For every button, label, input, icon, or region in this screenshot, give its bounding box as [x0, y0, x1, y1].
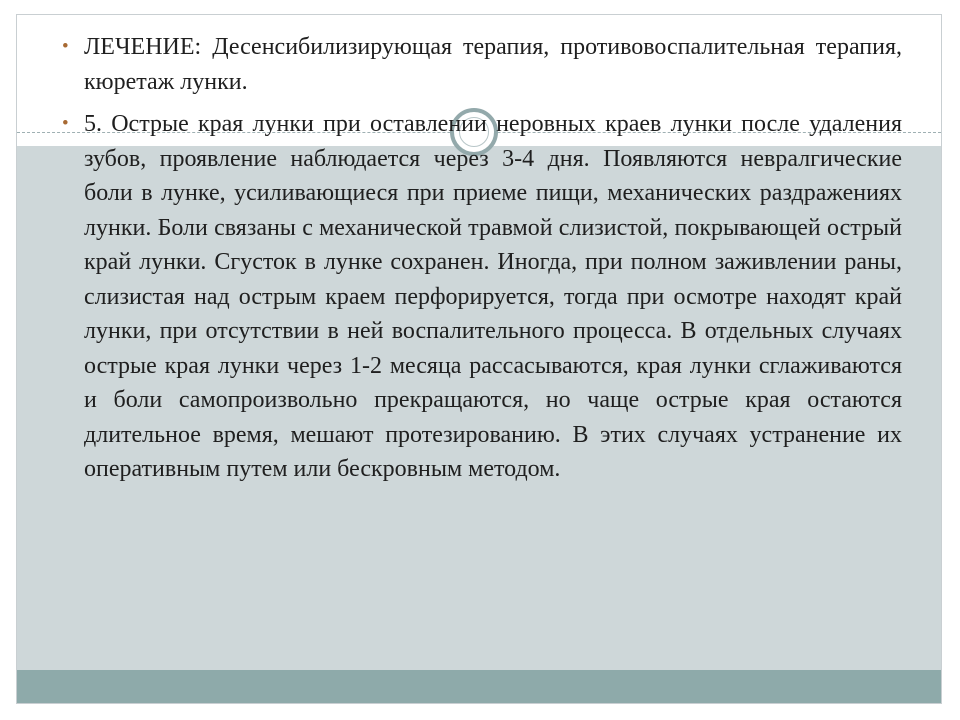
bullet-marker-icon: •	[62, 36, 69, 57]
slide-content	[62, 30, 902, 487]
footer-band	[17, 670, 941, 703]
bullet-text-sharp-edges: 5. Острые края лунки при оставлении неровных краев лунки после удаления зубов, проявление наблюдается через 3-4 дня. Появляются невралгические боли в лунке, усиливающиеся при приеме пищи, механических раздражениях лунки. Боли связаны с механической травмой слизистой, покрывающей острый край лунки. Сгусток в лунке сохранен. Иногда, при полном заживлении раны, слизистая над острым краем перфорируется, тогда при осмотре находят край лунки, при отсутствии в ней воспалительного процесса. В отдельных случаях острые края лунки через 1-2 месяца рассасываются, края лунки сглаживаются и боли самопроизвольно прекращаются, но чаще острые края остаются длительное время, мешают протезированию. В этих случаях устранение их оперативным путем или бескровным методом.	[84, 111, 902, 482]
bullet-item-treatment	[62, 30, 902, 99]
bullet-text-treatment: ЛЕЧЕНИЕ: Десенсибилизирующая терапия, противовоспалительная терапия, кюретаж лунки.	[84, 34, 902, 95]
bullet-marker-icon: •	[62, 113, 69, 134]
bullet-item-sharp-edges	[62, 107, 902, 487]
